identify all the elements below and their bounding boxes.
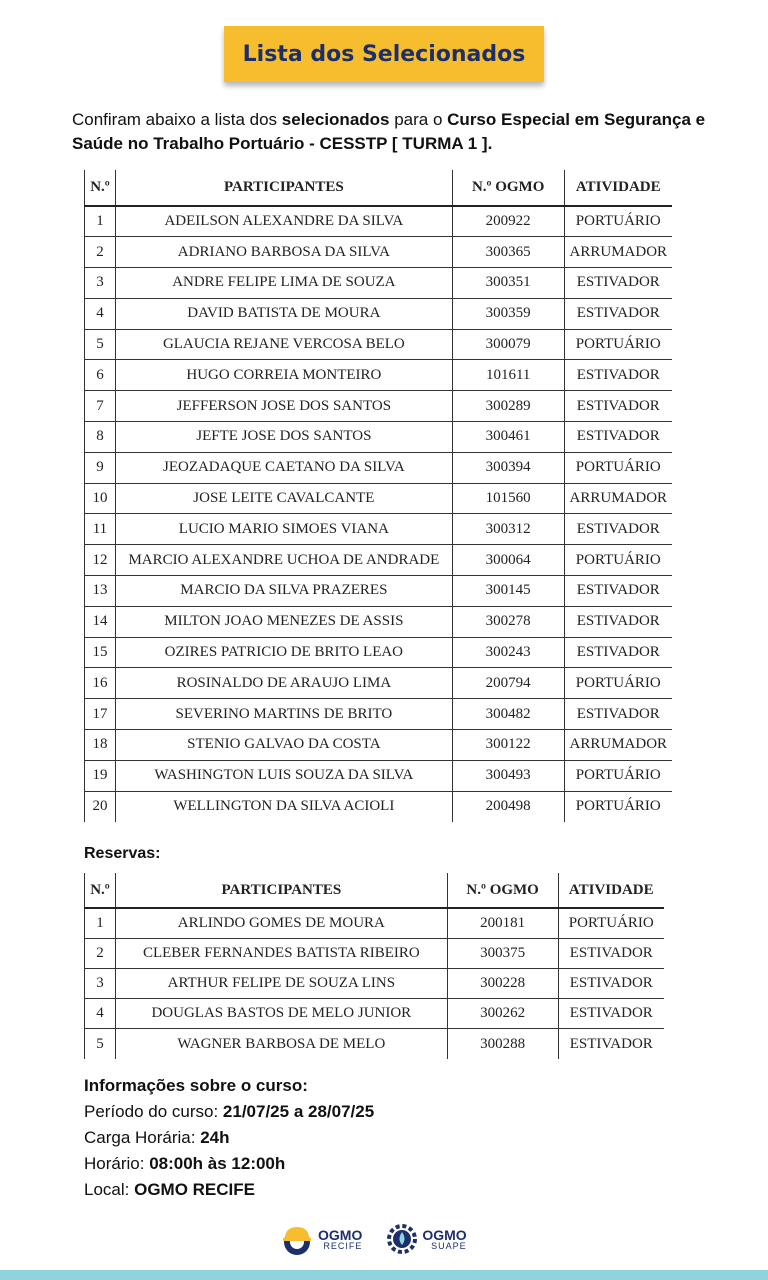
schedule-label: Horário:	[84, 1154, 150, 1173]
row-number: 9	[85, 452, 116, 483]
ogmo-number: 300262	[447, 999, 558, 1029]
participant-name: WASHINGTON LUIS SOUZA DA SILVA	[115, 760, 452, 791]
row-number: 5	[85, 329, 116, 360]
table-row	[85, 760, 673, 791]
course-hours	[84, 1125, 374, 1151]
row-number: 13	[85, 576, 116, 607]
table-row	[85, 730, 673, 761]
participant-name: CLEBER FERNANDES BATISTA RIBEIRO	[115, 938, 447, 968]
page-title-badge	[224, 26, 544, 82]
table-row	[85, 298, 673, 329]
reserves-table-body	[85, 908, 665, 1059]
header-participants: PARTICIPANTES	[115, 873, 447, 908]
participant-name: JOSE LEITE CAVALCANTE	[115, 483, 452, 514]
row-number: 3	[85, 968, 116, 998]
ogmo-number: 300312	[452, 514, 564, 545]
participant-name: SEVERINO MARTINS DE BRITO	[115, 699, 452, 730]
header-number: N.º	[85, 873, 116, 908]
ogmo-number: 300122	[452, 730, 564, 761]
course-period	[84, 1099, 374, 1125]
participant-name: STENIO GALVAO DA COSTA	[115, 730, 452, 761]
activity: PORTUÁRIO	[564, 206, 672, 237]
participant-name: DAVID BATISTA DE MOURA	[115, 298, 452, 329]
footer-logos	[280, 1222, 467, 1256]
row-number: 2	[85, 237, 116, 268]
reserves-label: Reservas:	[84, 845, 161, 862]
ogmo-number: 300359	[452, 298, 564, 329]
ogmo-number: 200498	[452, 791, 564, 822]
row-number: 17	[85, 699, 116, 730]
participant-name: MILTON JOAO MENEZES DE ASSIS	[115, 606, 452, 637]
row-number: 20	[85, 791, 116, 822]
row-number: 12	[85, 545, 116, 576]
period-value: 21/07/25 a 28/07/25	[222, 1102, 375, 1121]
hardhat-gear-icon	[280, 1222, 314, 1256]
ogmo-number: 300079	[452, 329, 564, 360]
table-row	[85, 576, 673, 607]
location-label: Local:	[84, 1180, 135, 1199]
table-row	[85, 637, 673, 668]
activity: ESTIVADOR	[564, 637, 672, 668]
activity: ESTIVADOR	[564, 699, 672, 730]
table-row	[85, 206, 673, 237]
table-row	[85, 237, 673, 268]
participant-name: ARTHUR FELIPE DE SOUZA LINS	[115, 968, 447, 998]
course-location	[84, 1177, 374, 1203]
table-row	[85, 968, 665, 998]
activity: PORTUÁRIO	[564, 545, 672, 576]
ogmo-number: 300289	[452, 391, 564, 422]
ogmo-number: 200181	[447, 908, 558, 938]
table-header-row	[85, 170, 673, 206]
participant-name: WELLINGTON DA SILVA ACIOLI	[115, 791, 452, 822]
activity: ESTIVADOR	[564, 514, 672, 545]
row-number: 10	[85, 483, 116, 514]
activity: ESTIVADOR	[564, 576, 672, 607]
participant-name: ARLINDO GOMES DE MOURA	[115, 908, 447, 938]
header-activity: ATIVIDADE	[558, 873, 664, 908]
row-number: 1	[85, 206, 116, 237]
participant-name: WAGNER BARBOSA DE MELO	[115, 1029, 447, 1059]
header-activity: ATIVIDADE	[564, 170, 672, 206]
activity: ESTIVADOR	[564, 298, 672, 329]
activity: ESTIVADOR	[564, 391, 672, 422]
activity: ESTIVADOR	[558, 968, 664, 998]
ogmo-number: 200794	[452, 668, 564, 699]
participant-name: OZIRES PATRICIO DE BRITO LEAO	[115, 637, 452, 668]
participant-name: DOUGLAS BASTOS DE MELO JUNIOR	[115, 999, 447, 1029]
ogmo-number: 300375	[447, 938, 558, 968]
table-row	[85, 699, 673, 730]
header-participants: PARTICIPANTES	[115, 170, 452, 206]
row-number: 4	[85, 999, 116, 1029]
table-row	[85, 268, 673, 299]
suape-logo-sub: SUAPE	[431, 1240, 467, 1251]
table-header-row	[85, 873, 665, 908]
table-row	[85, 908, 665, 938]
table-row	[85, 791, 673, 822]
ogmo-number: 300365	[452, 237, 564, 268]
table-row	[85, 452, 673, 483]
ogmo-number: 300394	[452, 452, 564, 483]
table-row	[85, 329, 673, 360]
intro-text	[72, 108, 712, 156]
participant-name: MARCIO ALEXANDRE UCHOA DE ANDRADE	[115, 545, 452, 576]
participant-name: JEFFERSON JOSE DOS SANTOS	[115, 391, 452, 422]
row-number: 7	[85, 391, 116, 422]
participant-name: LUCIO MARIO SIMOES VIANA	[115, 514, 452, 545]
activity: PORTUÁRIO	[564, 329, 672, 360]
table-row	[85, 938, 665, 968]
row-number: 14	[85, 606, 116, 637]
table-row	[85, 483, 673, 514]
ogmo-number: 300288	[447, 1029, 558, 1059]
participant-name: ROSINALDO DE ARAUJO LIMA	[115, 668, 452, 699]
ogmo-number: 300064	[452, 545, 564, 576]
participant-name: JEOZADAQUE CAETANO DA SILVA	[115, 452, 452, 483]
bottom-accent-bar	[0, 1270, 768, 1280]
row-number: 8	[85, 422, 116, 453]
table-row	[85, 545, 673, 576]
activity: PORTUÁRIO	[564, 760, 672, 791]
table-row	[85, 360, 673, 391]
activity: ESTIVADOR	[558, 938, 664, 968]
course-info	[84, 1073, 374, 1203]
suape-logo-name: OGMO	[422, 1226, 467, 1243]
table-row	[85, 422, 673, 453]
participant-name: ADRIANO BARBOSA DA SILVA	[115, 237, 452, 268]
header-ogmo: N.º OGMO	[452, 170, 564, 206]
row-number: 18	[85, 730, 116, 761]
selected-table	[84, 170, 672, 822]
recife-logo-name: OGMO	[318, 1226, 363, 1243]
ogmo-suape-logo	[386, 1223, 466, 1255]
location-value: OGMO RECIFE	[134, 1180, 255, 1199]
activity: ESTIVADOR	[564, 360, 672, 391]
hours-label: Carga Horária:	[84, 1128, 201, 1147]
table-row	[85, 999, 665, 1029]
activity: ESTIVADOR	[564, 606, 672, 637]
ogmo-number: 300278	[452, 606, 564, 637]
header-number: N.º	[85, 170, 116, 206]
row-number: 5	[85, 1029, 116, 1059]
activity: PORTUÁRIO	[575, 798, 661, 815]
course-info-title: Informações sobre o curso:	[84, 1076, 308, 1095]
ogmo-number: 101611	[452, 360, 564, 391]
ogmo-recife-logo	[280, 1222, 362, 1256]
table-row	[85, 668, 673, 699]
reserves-table	[84, 873, 664, 1059]
activity: PORTUÁRIO	[564, 452, 672, 483]
period-label: Período do curso:	[84, 1102, 223, 1121]
ogmo-number: 200922	[452, 206, 564, 237]
ogmo-number: 101560	[452, 483, 564, 514]
activity: ESTIVADOR	[564, 268, 672, 299]
row-number: 15	[85, 637, 116, 668]
table-row	[85, 391, 673, 422]
row-number: 16	[85, 668, 116, 699]
ogmo-number: 300145	[452, 576, 564, 607]
ogmo-number: 300243	[452, 637, 564, 668]
ogmo-number: 300461	[452, 422, 564, 453]
participant-name: JEFTE JOSE DOS SANTOS	[115, 422, 452, 453]
activity: ARRUMADOR	[564, 237, 672, 268]
table-row	[85, 1029, 665, 1059]
row-number: 4	[85, 298, 116, 329]
activity: ESTIVADOR	[564, 422, 672, 453]
intro-bold: selecionados	[281, 110, 390, 129]
row-number: 19	[85, 760, 116, 791]
intro-part: Confiram abaixo a lista dos	[72, 110, 282, 129]
participant-name: ADEILSON ALEXANDRE DA SILVA	[115, 206, 452, 237]
ogmo-number: 300493	[452, 760, 564, 791]
schedule-value: 08:00h às 12:00h	[149, 1154, 286, 1173]
course-schedule	[84, 1151, 374, 1177]
activity: ARRUMADOR	[564, 730, 672, 761]
header-ogmo: N.º OGMO	[447, 873, 558, 908]
activity: ARRUMADOR	[564, 483, 672, 514]
table-row	[85, 606, 673, 637]
row-number: 3	[85, 268, 116, 299]
row-number: 6	[85, 360, 116, 391]
recife-logo-sub: RECIFE	[323, 1240, 363, 1251]
activity: ESTIVADOR	[558, 999, 664, 1029]
activity: ESTIVADOR	[569, 1035, 653, 1052]
activity: PORTUÁRIO	[558, 908, 664, 938]
participant-name: GLAUCIA REJANE VERCOSA BELO	[115, 329, 452, 360]
row-number: 1	[85, 908, 116, 938]
table-row	[85, 514, 673, 545]
ogmo-number: 300228	[447, 968, 558, 998]
participant-name: HUGO CORREIA MONTEIRO	[115, 360, 452, 391]
hours-value: 24h	[200, 1128, 230, 1147]
participant-name: ANDRE FELIPE LIMA DE SOUZA	[115, 268, 452, 299]
intro-part: para o	[389, 110, 448, 129]
row-number: 2	[85, 938, 116, 968]
participant-name: MARCIO DA SILVA PRAZERES	[115, 576, 452, 607]
selected-table-body	[85, 206, 673, 822]
ogmo-number: 300351	[452, 268, 564, 299]
intro-course-name: Curso Especial em Segurança e Saúde no Trabalho Portuário - CESSTP [ TURMA 1 ].	[72, 110, 706, 153]
gear-drop-icon	[386, 1223, 418, 1255]
activity: PORTUÁRIO	[564, 668, 672, 699]
ogmo-number: 300482	[452, 699, 564, 730]
row-number: 11	[85, 514, 116, 545]
page-title: Lista dos Selecionados	[242, 41, 526, 67]
